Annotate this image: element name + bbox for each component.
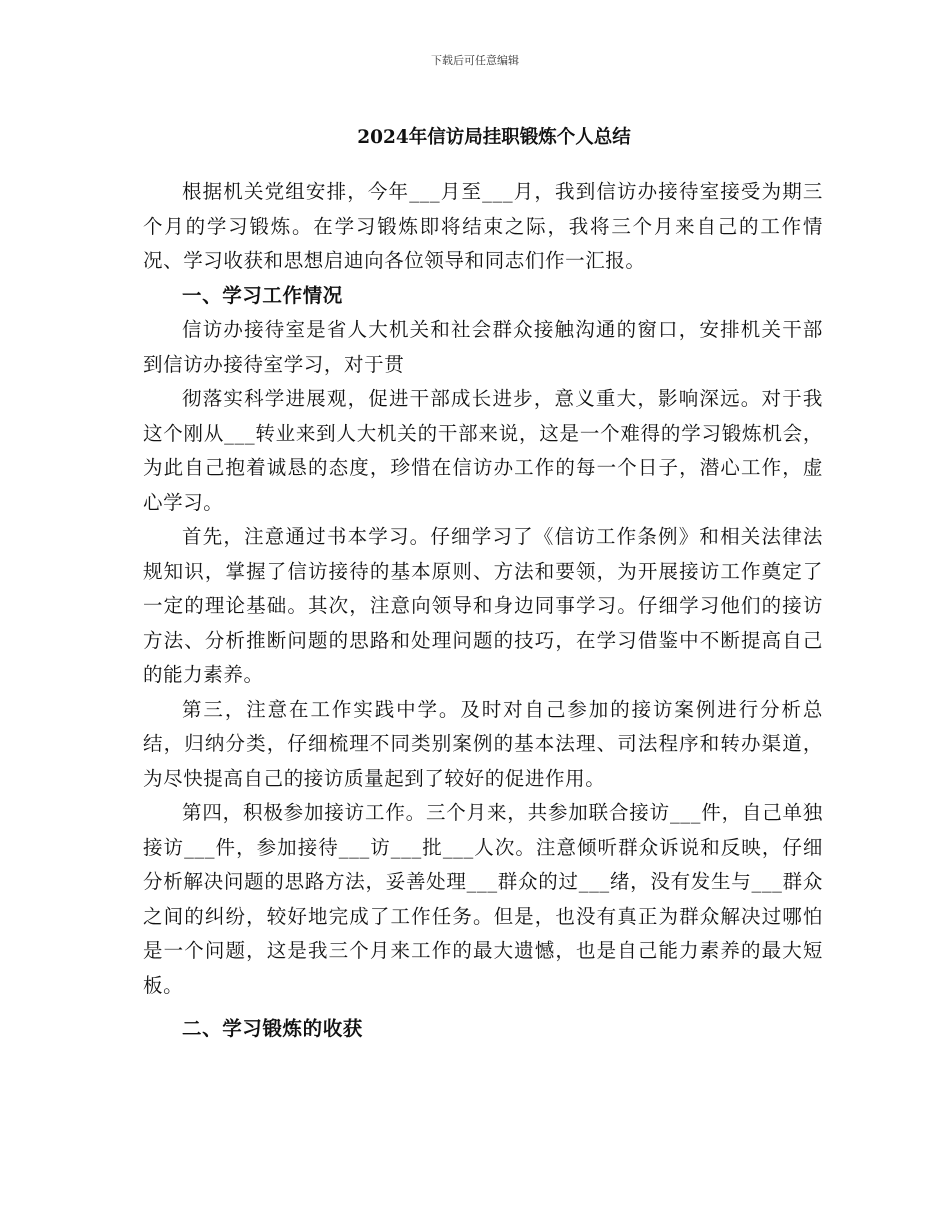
document-body <box>143 175 823 1047</box>
paragraph-opportunity: 彻落实科学进展观，促进干部成长进步，意义重大，影响深远。对于我这个刚从___转业来到人大机关的干部来说，这是一个难得的学习锻炼机会，为此自己抱着诚恳的态度，珍惜在信访办工作的每一个日子，潜心工作，虚心学习。 <box>143 387 823 514</box>
section-heading-2: 二、学习锻炼的收获 <box>182 1017 363 1040</box>
paragraph-book-study: 首先，注意通过书本学习。仔细学习了《信访工作条例》和相关法律法规知识，掌握了信访接待的基本原则、方法和要领，为开展接访工作奠定了一定的理论基础。其次，注意向领导和身边同事学习。仔细学习他们的接访方法、分析推断问题的思路和处理问题的技巧，在学习借鉴中不断提高自己的能力素养。 <box>143 525 823 686</box>
paragraph-reception-work: 第四，积极参加接访工作。三个月来，共参加联合接访___件，自己单独接访___件，参加接待___访___批___人次。注意倾听群众诉说和反映，仔细分析解决问题的思路方法，妥善处理___群众的过___绪，没有发生与___群众之间的纠纷，较好地完成了工作任务。但是，也没有真正为群众解决过哪怕是一个问题，这是我三个月来工作的最大遗憾，也是自己能力素养的最大短板。 <box>143 801 823 997</box>
document-title: 2024年信访局挂职锻炼个人总结 <box>357 127 631 148</box>
paragraph-intro: 根据机关党组安排，今年___月至___月，我到信访办接待室接受为期三个月的学习锻炼。在学习锻炼即将结束之际，我将三个月来自己的工作情况、学习收获和思想启迪向各位领导和同志们作一汇报。 <box>143 180 823 272</box>
page-header-note: 下载后可任意编辑 <box>431 54 519 67</box>
paragraph-reception-room: 信访办接待室是省人大机关和社会群众接触沟通的窗口，安排机关干部到信访办接待室学习，对于贯 <box>143 318 823 376</box>
section-heading-1: 一、学习工作情况 <box>182 283 343 307</box>
paragraph-practice: 第三，注意在工作实践中学。及时对自己参加的接访案例进行分析总结，归纳分类，仔细梳理不同类别案例的基本法理、司法程序和转办渠道，为尽快提高自己的接访质量起到了较好的促进作用。 <box>143 697 823 790</box>
